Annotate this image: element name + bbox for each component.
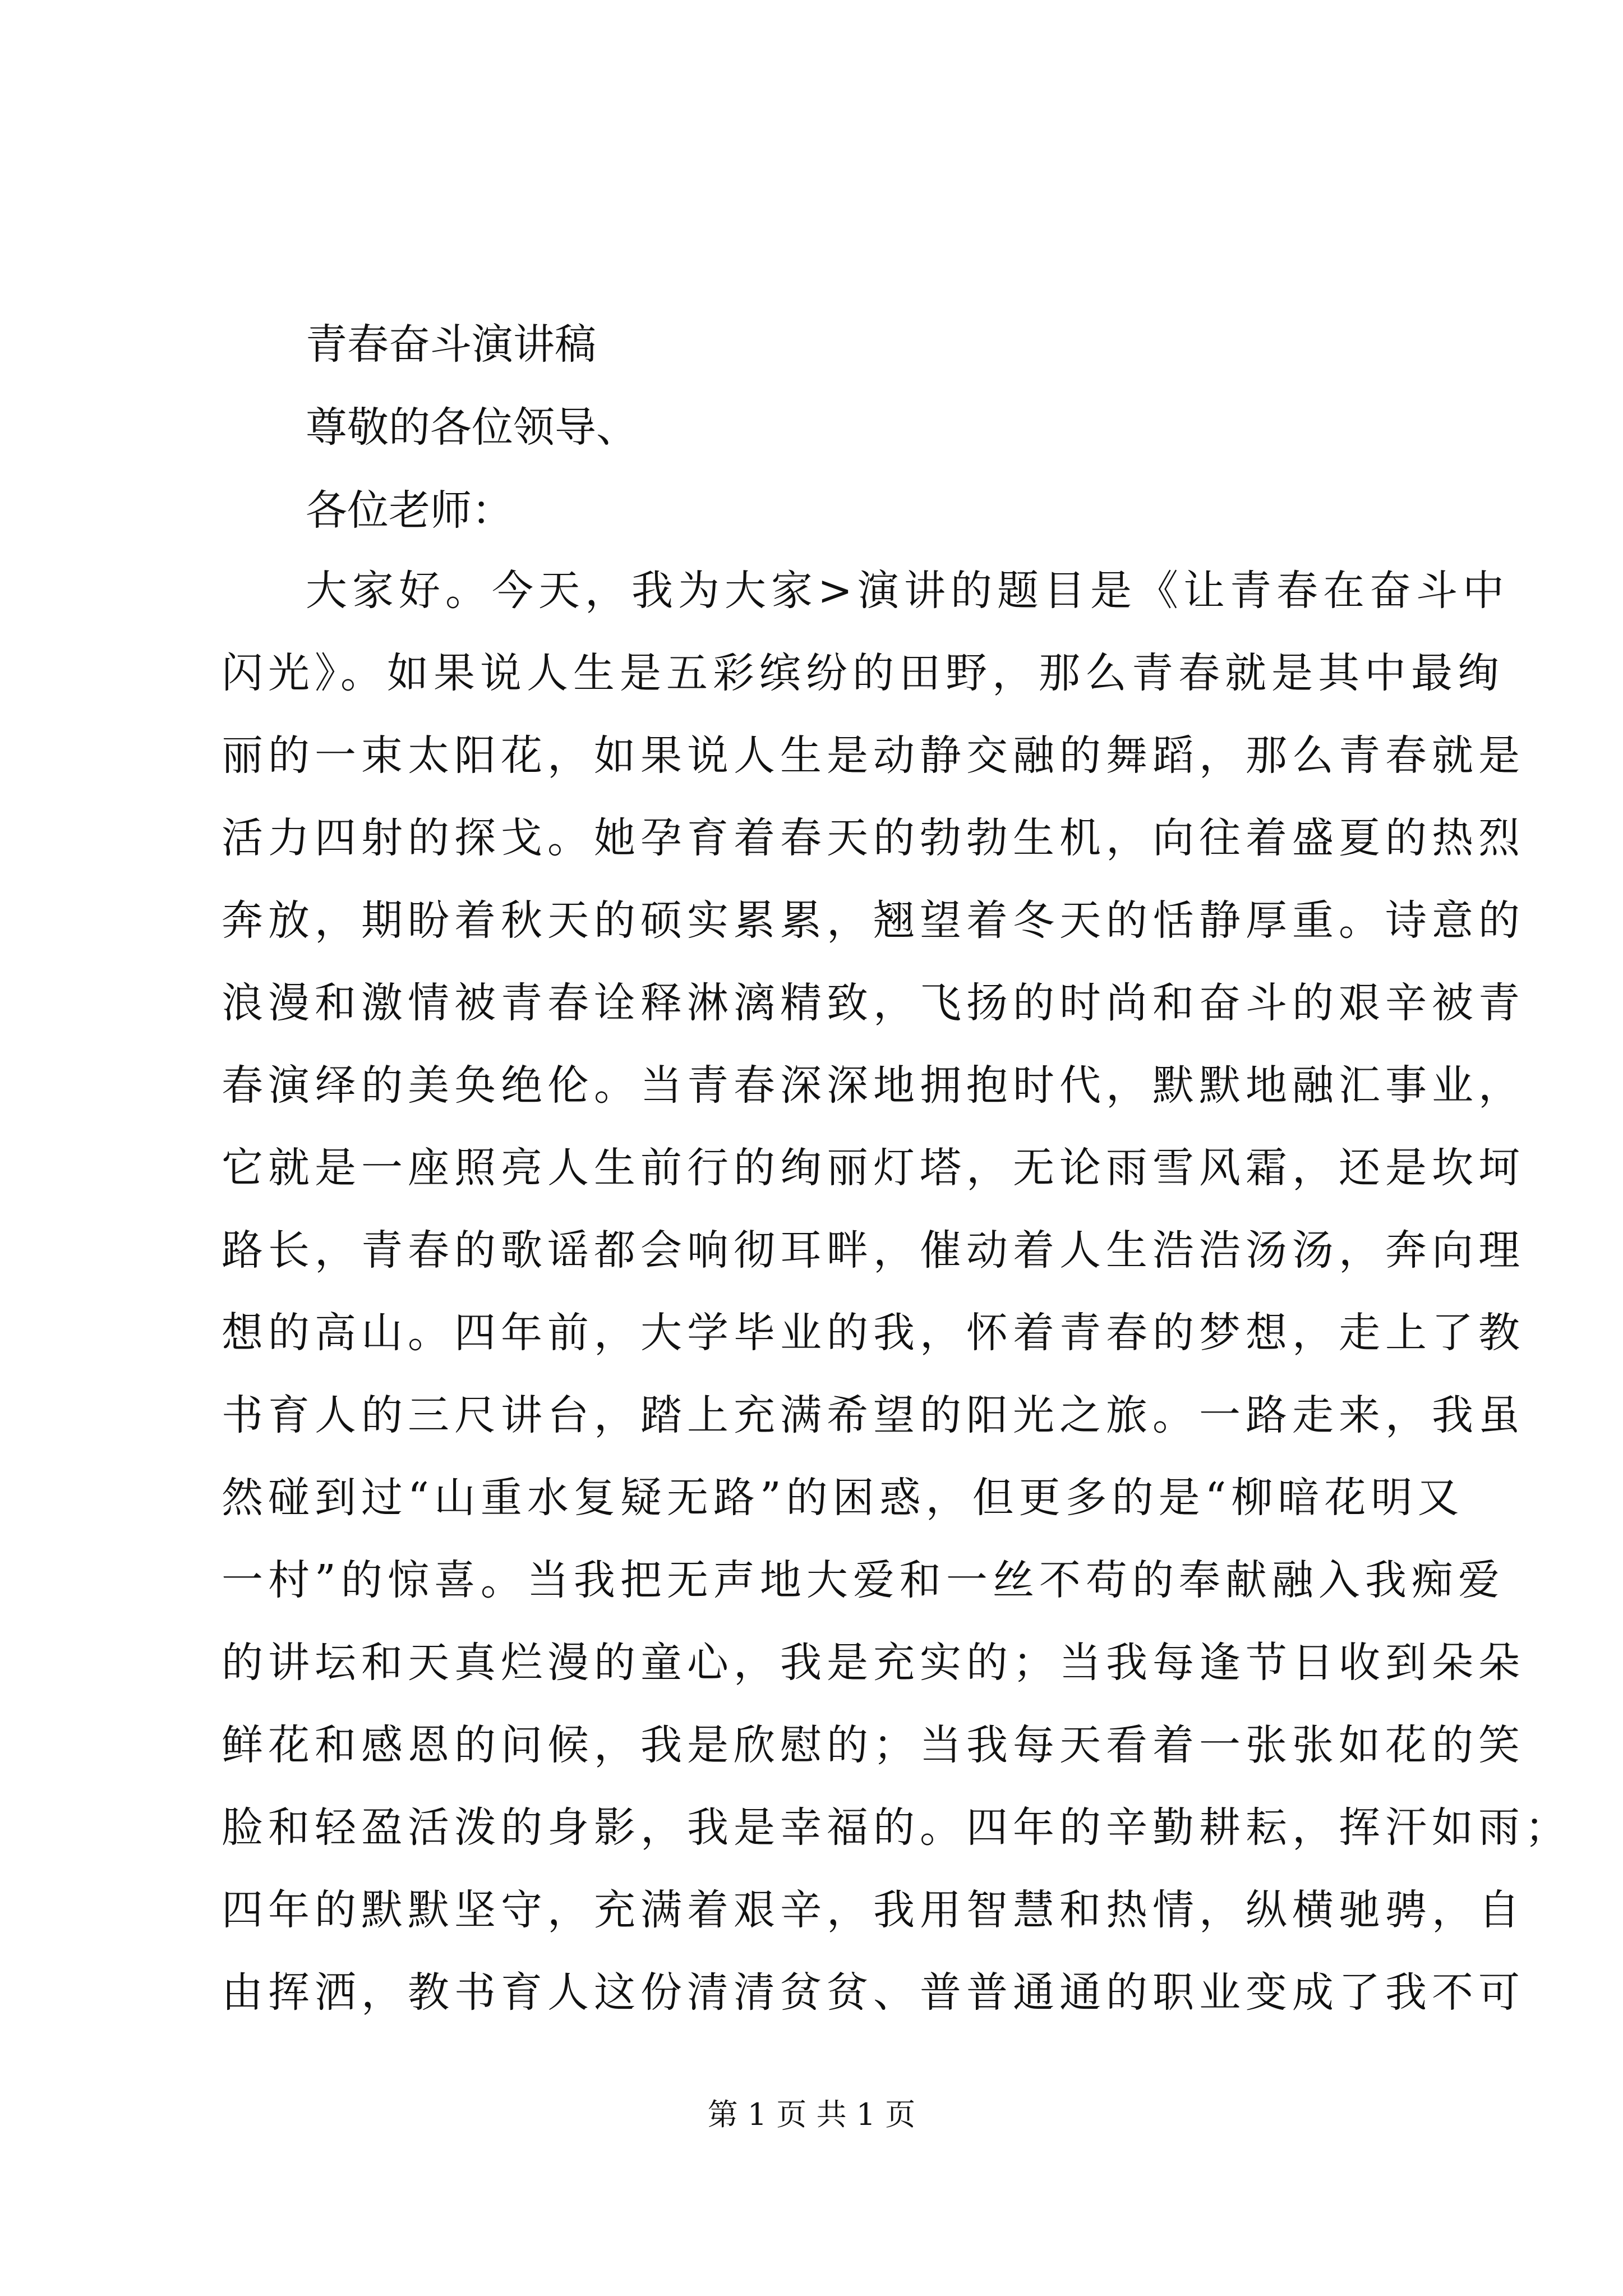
body-line: 路长，青春的歌谣都会响彻耳畔，催动着人生浩浩汤汤，奔向理 — [222, 1226, 1525, 1274]
body-line: 然碰到过“山重水复疑无路”的困惑，但更多的是“柳暗花明又 — [222, 1474, 1464, 1522]
speech-body — [222, 550, 1571, 2034]
document-title: 青春奋斗演讲稿 — [306, 320, 596, 369]
body-line: 它就是一座照亮人生前行的绚丽灯塔，无论雨雪风霜，还是坎坷 — [222, 1144, 1525, 1192]
body-line: 活力四射的探戈。她孕育着春天的勃勃生机，向往着盛夏的热烈 — [222, 814, 1525, 862]
page-footer: 第 1 页 共 1 页 — [707, 2097, 916, 2132]
body-line: 闪光》。如果说人生是五彩缤纷的田野，那么青春就是其中最绚 — [222, 649, 1504, 697]
body-line: 的讲坛和天真烂漫的童心，我是充实的；当我每逢节日收到朵朵 — [222, 1639, 1525, 1687]
body-line: 想的高山。四年前，大学毕业的我，怀着青春的梦想，走上了教 — [222, 1309, 1525, 1357]
body-line: 春演绎的美奂绝伦。当青春深深地拥抱时代，默默地融汇事业， — [222, 1061, 1525, 1110]
body-line: 由挥洒，教书育人这份清清贫贫、普普通通的职业变成了我不可 — [222, 1968, 1525, 2017]
body-line: 鲜花和感恩的问候，我是欣慰的；当我每天看着一张张如花的笑 — [222, 1721, 1525, 1769]
body-line: 丽的一束太阳花，如果说人生是动静交融的舞蹈，那么青春就是 — [222, 731, 1525, 780]
body-line: 书育人的三尺讲台，踏上充满希望的阳光之旅。一路走来，我虽 — [222, 1391, 1525, 1439]
body-line: 大家好。今天，我为大家>演讲的题目是《让青春在奋斗中 — [306, 567, 1510, 615]
heading-block — [306, 303, 1427, 552]
body-line: 脸和轻盈活泼的身影，我是幸福的。四年的辛勤耕耘，挥汗如雨； — [222, 1803, 1571, 1852]
salutation-line-2: 各位老师： — [306, 486, 513, 535]
body-line: 四年的默默坚守，充满着艰辛，我用智慧和热情，纵横驰骋，自 — [222, 1886, 1525, 1934]
body-line: 一村”的惊喜。当我把无声地大爱和一丝不苟的奉献融入我痴爱 — [222, 1556, 1505, 1604]
salutation-line-1: 尊敬的各位领导、 — [306, 403, 638, 452]
body-line: 奔放，期盼着秋天的硕实累累，翘望着冬天的恬静厚重。诗意的 — [222, 896, 1525, 945]
body-line: 浪漫和激情被青春诠释淋漓精致，飞扬的时尚和奋斗的艰辛被青 — [222, 979, 1525, 1027]
